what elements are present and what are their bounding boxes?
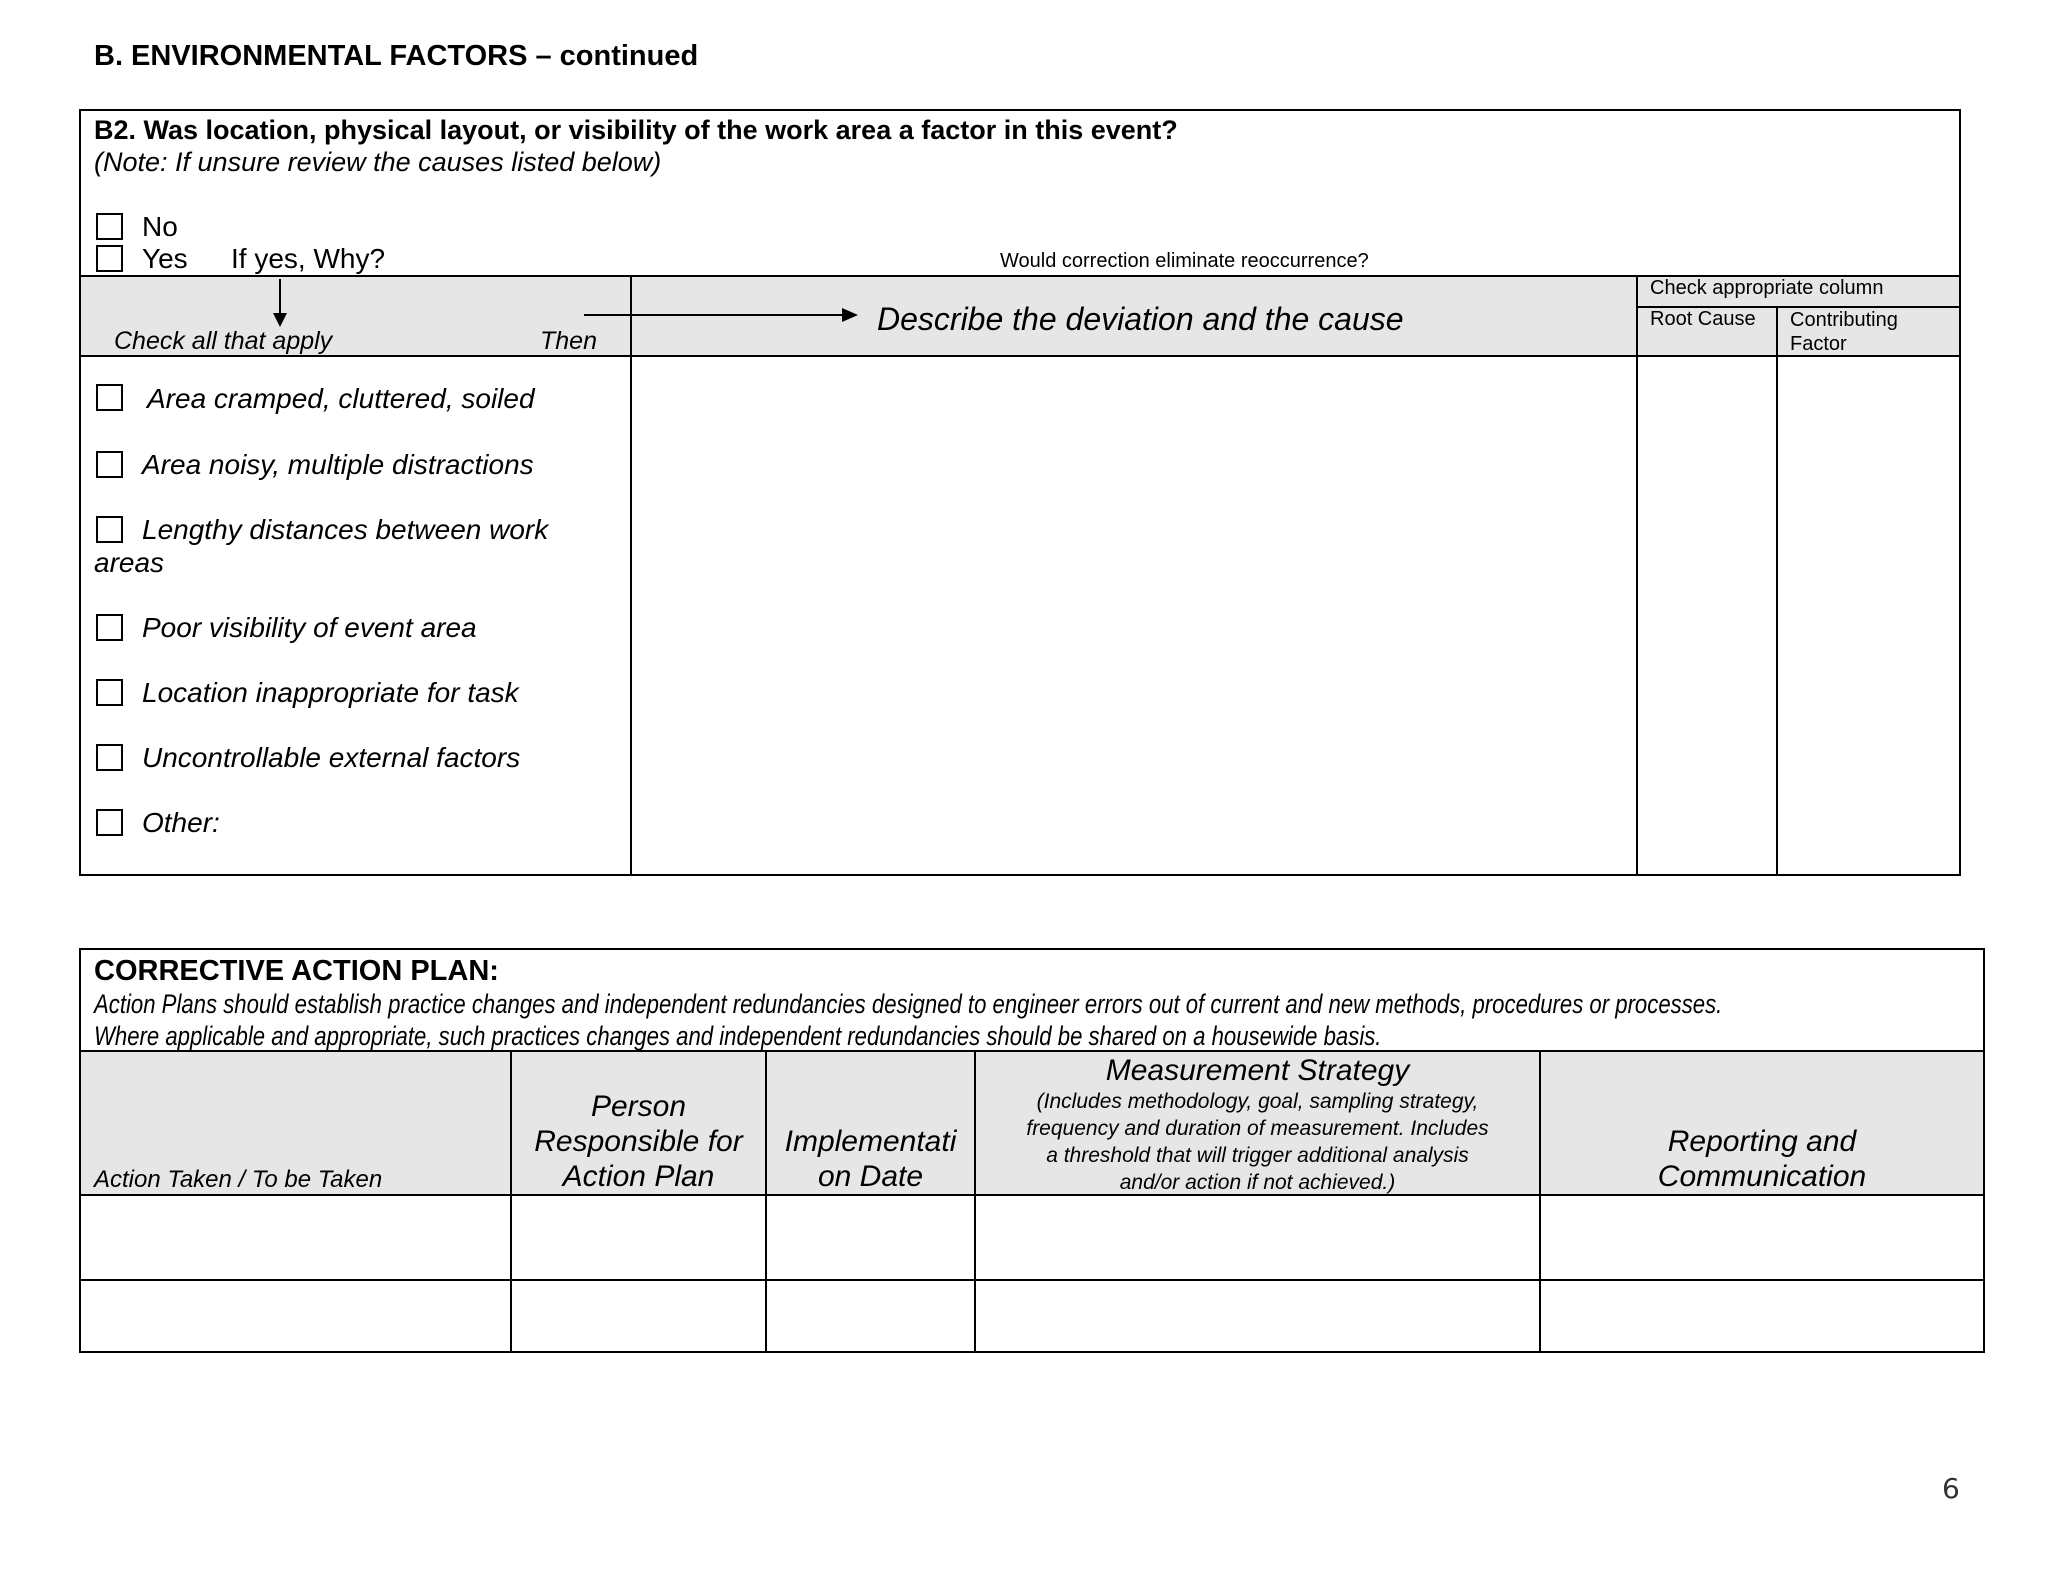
contributing-factor-header [1790, 308, 1898, 356]
col-person-line3: Action Plan [562, 1160, 715, 1193]
b2-col-divider-2 [1636, 275, 1638, 876]
factor-checkbox-visibility[interactable] [96, 614, 123, 641]
factor-label: Factor [1790, 333, 1847, 355]
cap-header-top-line [79, 1050, 1985, 1052]
contributing-label: Contributing [1790, 309, 1898, 331]
factor-checkbox-external[interactable] [96, 744, 123, 771]
cap-col-divider-4 [1539, 1050, 1541, 1353]
yes-checkbox[interactable] [96, 245, 123, 272]
factor-checkbox-noisy[interactable] [96, 451, 123, 478]
factor-label-cramped: Area cramped, cluttered, soiled [147, 383, 535, 414]
check-column-header: Check appropriate column [1650, 277, 1884, 299]
cap-title: CORRECTIVE ACTION PLAN: [94, 955, 499, 987]
col-report-line2: Communication [1657, 1160, 1867, 1193]
cap-row-line [79, 1279, 1985, 1281]
factor-label-distances: Lengthy distances between work [142, 514, 549, 545]
col-measure-line1: (Includes methodology, goal, sampling strategy, [1036, 1090, 1479, 1113]
col-person-line1: Person [590, 1090, 687, 1123]
col-action-header: Action Taken / To be Taken [94, 1166, 383, 1193]
factor-label-distances-wrap: areas [94, 547, 165, 578]
col-report-header [1541, 1124, 1983, 1194]
col-person-line2: Responsible for [534, 1125, 743, 1158]
yes-label: Yes [142, 243, 188, 274]
cap-desc-line1: Action Plans should establish practice changes and independent redundancies designed to engineer errors out of current and new methods, procedures or processes. [94, 989, 1723, 1019]
check-all-label: Check all that apply [114, 327, 333, 355]
cap-col-divider-2 [765, 1050, 767, 1353]
factor-label-location: Location inappropriate for task [142, 677, 519, 708]
describe-header: Describe the deviation and the cause [877, 301, 1404, 337]
factor-label-visibility: Poor visibility of event area [142, 612, 477, 643]
factor-checkbox-distances[interactable] [96, 516, 123, 543]
col-impl-header [767, 1124, 974, 1194]
factor-checkbox-cramped[interactable] [96, 384, 123, 411]
b2-note: (Note: If unsure review the causes listed below) [94, 147, 662, 177]
col-person-header [512, 1089, 765, 1194]
b2-col-divider-1 [630, 275, 632, 876]
if-yes-label: If yes, Why? [231, 243, 386, 274]
reoccurrence-label: Would correction eliminate reoccurrence? [1000, 250, 1369, 272]
no-checkbox[interactable] [96, 213, 123, 240]
b2-header-bottom-line [79, 355, 1961, 357]
col-measure-line2: frequency and duration of measurement. Includes [1026, 1117, 1489, 1140]
down-arrow-icon [270, 277, 290, 329]
then-label: Then [540, 327, 597, 355]
b2-question: B2. Was location, physical layout, or visibility of the work area a factor in this event? [94, 115, 1178, 145]
right-arrow-icon [582, 305, 862, 325]
col-report-line1: Reporting and [1667, 1125, 1857, 1158]
section-title: B. ENVIRONMENTAL FACTORS – continued [94, 40, 699, 72]
page-number: 6 [1942, 1472, 1960, 1505]
col-measure-title: Measurement Strategy [1105, 1054, 1410, 1087]
cap-desc-line2: Where applicable and appropriate, such practices changes and independent redundancies should be shared on a housewide basis. [94, 1021, 1382, 1051]
col-measure-line4: and/or action if not achieved.) [1119, 1171, 1396, 1194]
b2-col-divider-3 [1776, 306, 1778, 876]
root-cause-header: Root Cause [1650, 308, 1756, 330]
factor-checkbox-other[interactable] [96, 809, 123, 836]
factor-label-other: Other: [142, 807, 220, 838]
factor-label-noisy: Area noisy, multiple distractions [142, 449, 534, 480]
col-measure-header [976, 1054, 1539, 1196]
factor-checkbox-location[interactable] [96, 679, 123, 706]
col-impl-line2: on Date [817, 1160, 924, 1193]
col-measure-line3: a threshold that will trigger additional analysis [1046, 1144, 1469, 1167]
factor-label-external: Uncontrollable external factors [142, 742, 521, 773]
col-impl-line1: Implementati [784, 1125, 957, 1158]
no-label: No [142, 211, 178, 242]
